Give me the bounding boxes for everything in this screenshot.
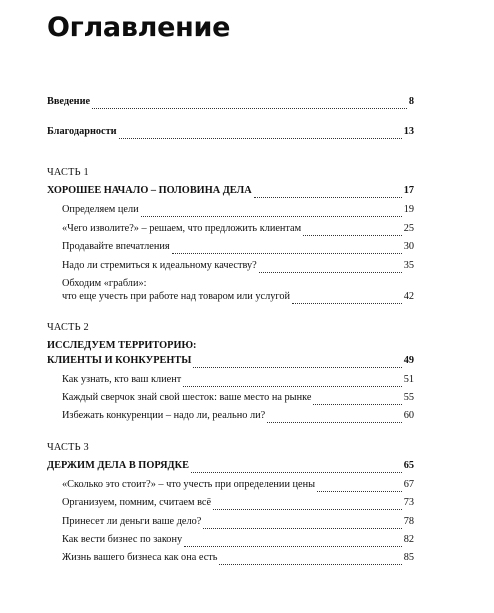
toc-entry[interactable] [62, 259, 414, 273]
part-label: ЧАСТЬ 3 [47, 442, 89, 453]
toc-entry-page: 67 [403, 479, 414, 490]
toc-entry-page: 51 [403, 374, 414, 385]
toc-entry-title: Жизнь вашего бизнеса как она есть [62, 552, 218, 563]
part-heading-first-line: ИССЛЕДУЕМ ТЕРРИТОРИЮ: [47, 340, 197, 351]
dot-leader [292, 293, 402, 304]
part-heading-title: КЛИЕНТЫ И КОНКУРЕНТЫ [47, 355, 192, 366]
toc-entry-page: 30 [403, 241, 414, 252]
dot-leader [254, 187, 402, 198]
dot-leader [213, 499, 402, 510]
toc-entry[interactable] [62, 496, 414, 510]
part-heading-title: ХОРОШЕЕ НАЧАЛО – ПОЛОВИНА ДЕЛА [47, 185, 252, 196]
toc-entry[interactable] [62, 478, 414, 492]
toc-entry[interactable] [62, 290, 414, 304]
toc-entry-page: 60 [403, 410, 414, 421]
dot-leader [219, 554, 401, 565]
page-title: Оглавление [47, 12, 231, 43]
toc-entry-page: 13 [403, 126, 414, 137]
toc-entry-page: 19 [403, 204, 414, 215]
part-heading-page: 65 [403, 460, 414, 471]
part-heading-title: ДЕРЖИМ ДЕЛА В ПОРЯДКЕ [47, 460, 189, 471]
toc-entry[interactable] [62, 533, 414, 547]
part-heading-page: 17 [403, 185, 414, 196]
toc-entry-page: 42 [403, 291, 414, 302]
toc-entry[interactable] [62, 222, 414, 236]
toc-entry-title: Надо ли стремиться к идеальному качеству? [62, 260, 257, 271]
toc-entry-title: Продавайте впечатления [62, 241, 170, 252]
toc-entry[interactable] [62, 240, 414, 254]
toc-entry-title: Как узнать, кто ваш клиент [62, 374, 182, 385]
toc-entry-page: 78 [403, 516, 414, 527]
dot-leader [267, 412, 402, 423]
toc-entry-page: 73 [403, 497, 414, 508]
dot-leader [303, 225, 402, 236]
toc-entry-page: 85 [403, 552, 414, 563]
dot-leader [92, 98, 407, 109]
dot-leader [183, 376, 401, 387]
toc-entry-title: Каждый сверчок знай свой шесток: ваше место на рынке [62, 392, 312, 403]
toc-entry-title: Организуем, помним, считаем всё [62, 497, 212, 508]
dot-leader [259, 262, 402, 273]
toc-entry-title: «Чего изволите?» – решаем, что предложить клиентам [62, 223, 302, 234]
toc-entry-first-line: Обходим «грабли»: [62, 278, 147, 289]
toc-entry-title: Определяем цели [62, 204, 139, 215]
toc-entry-title: Благодарности [47, 126, 117, 137]
toc-entry-page: 35 [403, 260, 414, 271]
toc-entry[interactable] [62, 203, 414, 217]
toc-entry-title: «Сколько это стоит?» – что учесть при определении цены [62, 479, 316, 490]
part-label: ЧАСТЬ 1 [47, 167, 89, 178]
toc-entry-page: 55 [403, 392, 414, 403]
dot-leader [191, 462, 402, 473]
dot-leader [203, 518, 401, 529]
part-heading[interactable] [47, 459, 414, 473]
part-heading[interactable] [47, 354, 414, 368]
part-heading-page: 49 [403, 355, 414, 366]
dot-leader [141, 206, 402, 217]
toc-entry-introduction[interactable] [47, 95, 414, 109]
dot-leader [193, 357, 401, 368]
part-heading[interactable] [47, 184, 414, 198]
part-label: ЧАСТЬ 2 [47, 322, 89, 333]
toc-entry[interactable] [62, 515, 414, 529]
toc-entry[interactable] [62, 551, 414, 565]
dot-leader [313, 394, 401, 405]
toc-entry-acknowledgements[interactable] [47, 125, 414, 139]
toc-entry-title: Избежать конкуренции – надо ли, реально ли? [62, 410, 266, 421]
dot-leader [119, 128, 402, 139]
toc-entry[interactable] [62, 373, 414, 387]
toc-entry[interactable] [62, 409, 414, 423]
toc-entry-title: Принесет ли деньги ваше дело? [62, 516, 202, 527]
toc-entry-page: 82 [403, 534, 414, 545]
dot-leader [317, 481, 402, 492]
toc-entry-title: что еще учесть при работе над товаром или услугой [62, 291, 291, 302]
toc-entry-title: Введение [47, 96, 91, 107]
toc-entry[interactable] [62, 391, 414, 405]
toc-entry-title: Как вести бизнес по закону [62, 534, 183, 545]
dot-leader [172, 243, 402, 254]
toc-entry-page: 8 [408, 96, 414, 107]
toc-entry-page: 25 [403, 223, 414, 234]
dot-leader [184, 536, 402, 547]
